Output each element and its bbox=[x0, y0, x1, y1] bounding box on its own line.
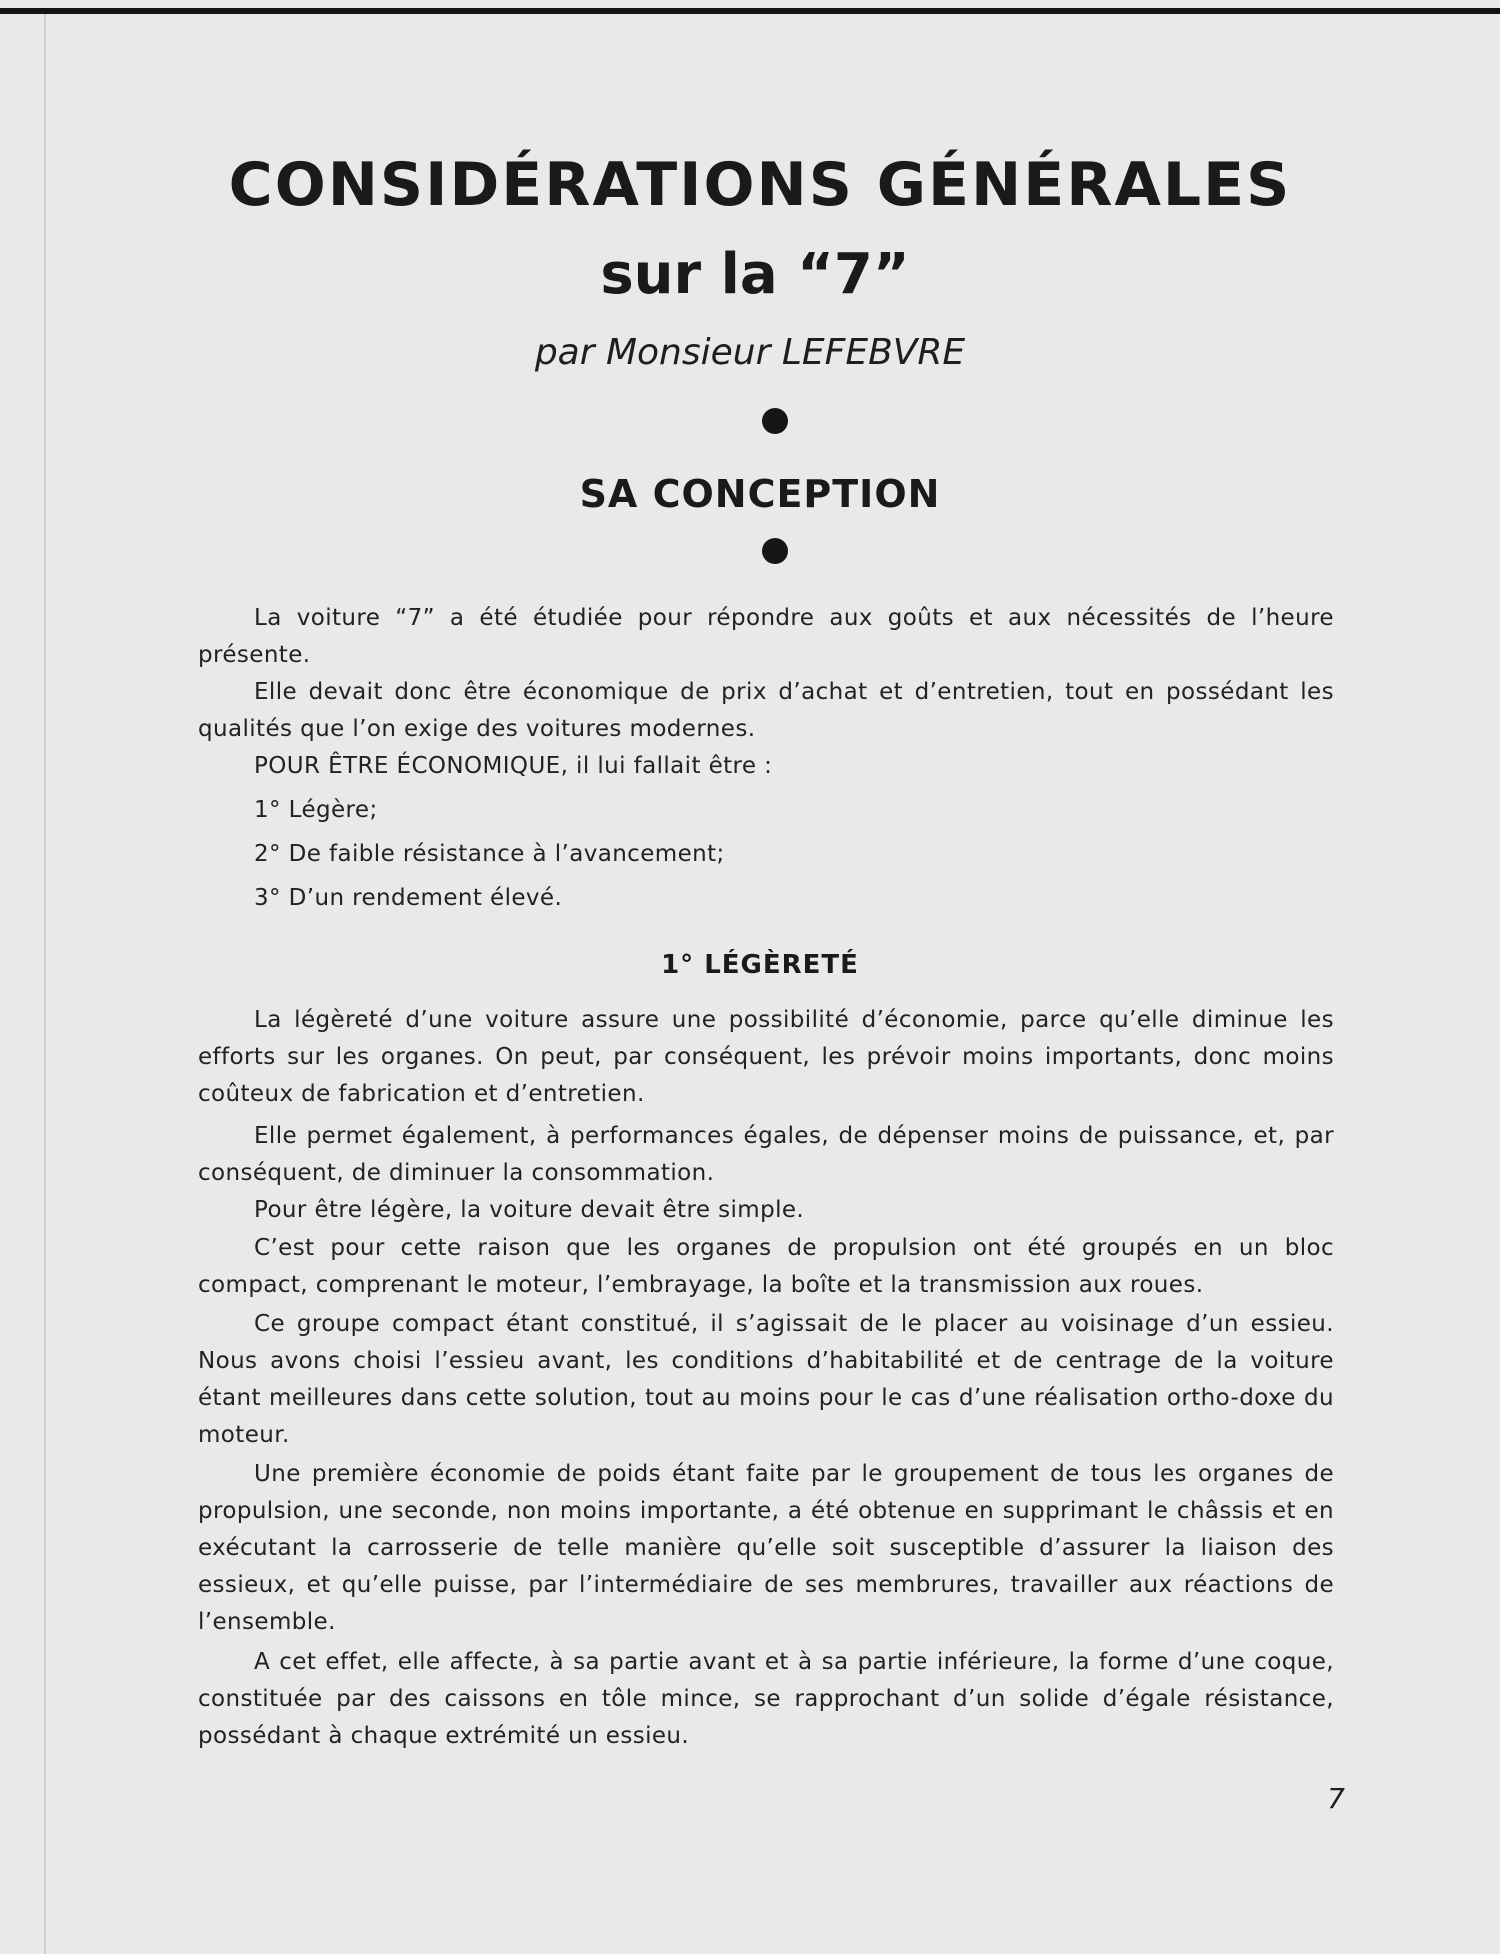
bullet-ornament-icon bbox=[762, 408, 788, 434]
bullet-ornament-icon bbox=[762, 538, 788, 564]
paragraph: Une première économie de poids étant faite par le groupement de tous les organes de propulsion, une seconde, non moins importante, a été obtenue en supprimant le châssis et en exécutant la carrosserie de telle manière qu’elle soit susceptible d’assurer la liaison des essieux, et qu’elle puisse, par l’intermédiaire de ses membrures, travailler aux réactions de l’ensemble. bbox=[198, 1461, 1334, 1635]
paragraph: A cet effet, elle affecte, à sa partie avant et à sa partie inférieure, la forme d’une coque, constituée par des caissons en tôle mince, se rapprochant d’un solide d’égale résistance, possédant à chaque extrémité un essieu. bbox=[198, 1649, 1334, 1749]
list-item: 1° Légère; bbox=[254, 797, 378, 823]
author-byline: par Monsieur LEFEBVRE bbox=[534, 332, 966, 373]
paragraph: La légèreté d’une voiture assure une possibilité d’économie, parce qu’elle diminue les efforts sur les organes. On peut, par conséquent, les prévoir moins importants, donc moins coûteux de fabrication et d’entretien. bbox=[198, 1007, 1334, 1107]
page-title: CONSIDÉRATIONS GÉNÉRALES bbox=[228, 150, 1292, 220]
paragraph: C’est pour cette raison que les organes de propulsion ont été groupés en un bloc compact, comprenant le moteur, l’embrayage, la boîte et la transmission aux roues. bbox=[198, 1235, 1334, 1298]
paragraph: POUR ÊTRE ÉCONOMIQUE, il lui fallait être : bbox=[254, 753, 773, 779]
page-subtitle: sur la “7” bbox=[600, 242, 910, 307]
list-item: 2° De faible résistance à l’avancement; bbox=[254, 841, 725, 867]
paragraph: Pour être légère, la voiture devait être simple. bbox=[254, 1197, 805, 1223]
paragraph: Elle permet également, à performances égales, de dépenser moins de puissance, et, par conséquent, de diminuer la consommation. bbox=[198, 1123, 1334, 1186]
page-number: 7 bbox=[1327, 1782, 1345, 1815]
subsection-heading: 1° LÉGÈRETÉ bbox=[661, 950, 859, 980]
paragraph: La voiture “7” a été étudiée pour répondre aux goûts et aux nécessités de l’heure présente. bbox=[198, 605, 1334, 668]
section-heading: SA CONCEPTION bbox=[579, 472, 941, 516]
paragraph: Ce groupe compact étant constitué, il s’agissait de le placer au voisinage d’un essieu. Nous avons choisi l’essieu avant, les conditions d’habitabilité et de centrage de la voiture étant meilleures dans cette solution, tout au moins pour le cas d’une réalisation ortho-doxe du moteur. bbox=[198, 1311, 1334, 1448]
paragraph: Elle devait donc être économique de prix d’achat et d’entretien, tout en possédant les qualités que l’on exige des voitures modernes. bbox=[198, 679, 1334, 742]
list-item: 3° D’un rendement élevé. bbox=[254, 885, 563, 911]
page-top-edge bbox=[0, 8, 1500, 14]
